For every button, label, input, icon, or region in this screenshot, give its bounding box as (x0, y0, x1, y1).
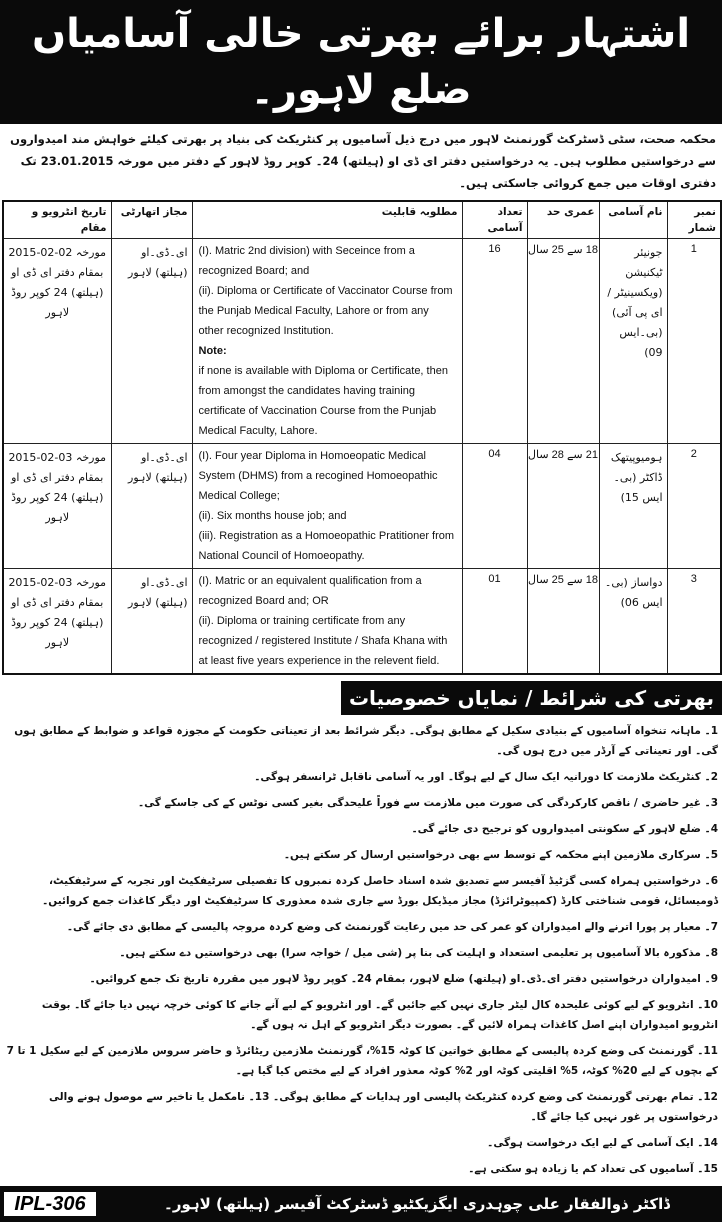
qualification-cell (192, 239, 462, 444)
condition-item: 15۔ آسامیوں کی تعداد کم یا زیادہ ہو سکتی ہے۔ (468, 1163, 718, 1175)
qualification-line: (I). Four year Diploma in Homoeopatic Medical System (DHMS) from a recogined Homoeopathic Medical College; (198, 450, 438, 502)
ad-code: IPL-306 (4, 1192, 96, 1216)
condition-item: 14۔ ایک آسامی کے لیے ایک درخواست ہوگی۔ (487, 1137, 718, 1149)
table-row (3, 569, 721, 675)
header-age: عمری حد (527, 201, 599, 239)
qualification-cell (192, 569, 462, 675)
qualification-cell (192, 444, 462, 569)
signatory: ڈاکٹر ذوالفقار علی چوہدری ایگزیکٹیو ڈسٹرکٹ آفیسر (ہیلتھ) لاہور۔ (164, 1195, 670, 1213)
count-cell: 04 (462, 444, 527, 569)
qualification-line: (I). Matric or an equivalent qualification from a recognized Board and; OR (198, 575, 422, 607)
condition-item: 6۔ درخواستیں ہمراہ کسی گزٹیڈ آفیسر سے تصدیق شدہ اسناد حاصل کردہ نمبروں کا تفصیلی سرٹیفکیٹ اور تجربہ کے سرٹیفکیٹ، ڈومیسائل، قومی شناختی کارڈ (کمپیوٹرائزڈ) مجاز میڈیکل بورڈ سے جاری شدہ معذوری کا سرٹیفکیٹ اور دیگر کاغذات جمع کروائیں۔ (42, 875, 718, 907)
table-header-row (3, 201, 721, 239)
serial-cell: 1 (667, 239, 721, 444)
condition-item: 7۔ معیار پر پورا اترنے والے امیدواران کو عمر کی حد میں رعایت گورنمنٹ کی وضع کردہ مروجہ پالیسی کے مطابق دی جائے گی۔ (66, 921, 718, 933)
interview-cell: مورخہ 02-02-2015 بمقام دفتر ای ڈی او (ہیلتھ) 24 کوپر روڈ لاہور (3, 239, 111, 444)
table-row (3, 444, 721, 569)
condition-item: 5۔ سرکاری ملازمین اپنے محکمہ کے توسط سے بھی درخواستیں ارسال کر سکتے ہیں۔ (283, 849, 718, 861)
qualification-line: (ii). Diploma or training certificate from any recognized / registered Institute / Shafa Khana with at least five years experience in the relevent field. (198, 615, 448, 667)
count-cell: 16 (462, 239, 527, 444)
condition-item: 2۔ کنٹریکٹ ملازمت کا دورانیہ ایک سال کے لیے ہوگا۔ اور یہ آسامی ناقابل ٹرانسفر ہوگی۔ (254, 771, 718, 783)
condition-item: 3۔ غیر حاضری / ناقص کارکردگی کی صورت میں ملازمت سے فوراً علیحدگی بغیر کسی نوٹس کے کی جاسکے گی۔ (138, 797, 718, 809)
footer-bar (0, 1186, 722, 1222)
authority-cell: ای۔ڈی۔او (ہیلتھ) لاہور (111, 569, 192, 675)
qualification-line: (ii). Six months house job; and (198, 510, 347, 522)
serial-cell: 3 (667, 569, 721, 675)
qualification-line: (iii). Registration as a Homoeopathic Pratitioner from National Council of Homoeopathy. (198, 530, 455, 562)
conditions-section (0, 681, 722, 1186)
age-cell: 21 سے 28 سال (527, 444, 599, 569)
header-authority: مجاز اتھارٹی (111, 201, 192, 239)
age-cell: 18 سے 25 سال (527, 569, 599, 675)
qualification-line: if none is available with Diploma or Certificate, then from amongst the candidates having training certificate of Vaccination Course from the Punjab Medical Faculty, Lahore. (198, 365, 448, 437)
condition-item: 12۔ تمام بھرتی گورنمنٹ کی وضع کردہ کنٹریکٹ پالیسی اور ہدایات کے مطابق ہوگی۔ 13۔ نامکمل یا تاخیر سے موصول ہونے والی درخواستوں پر غور نہیں کیا جائے گا۔ (49, 1091, 718, 1123)
interview-cell: مورخہ 03-02-2015 بمقام دفتر ای ڈی او (ہیلتھ) 24 کوپر روڈ لاہور (3, 444, 111, 569)
condition-item: 9۔ امیدواران درخواستیں دفتر ای۔ڈی۔او (ہیلتھ) ضلع لاہور، بمقام 24۔ کوپر روڈ لاہور میں مقررہ تاریخ تک جمع کروائیں۔ (89, 973, 718, 985)
header-qualification: مطلوبہ قابلیت (192, 201, 462, 239)
post-cell: جونیئر ٹیکنیشن (ویکسینیٹر / ای پی آئی) (بی۔ایس 09) (599, 239, 667, 444)
condition-item: 4۔ ضلع لاہور کے سکونتی امیدواروں کو ترجیح دی جائے گی۔ (411, 823, 718, 835)
condition-item: 10۔ انٹرویو کے لیے کوئی علیحدہ کال لیٹر جاری نہیں کیے جائیں گے۔ اور انٹرویو کے لیے آنے جانے کا کوئی خرچہ نہیں دیا جائے گا۔ بوقت انٹرویو امیدواران اپنے اصل کاغذات ہمراہ لائیں گے۔ بصورت دیگر انٹرویو کے اہل نہ ہوں گے۔ (41, 999, 718, 1031)
condition-item: 1۔ ماہانہ تنخواہ آسامیوں کے بنیادی سکیل کے مطابق ہوگی۔ دیگر شرائط بعد از تعیناتی حکومت کے مجوزہ قواعد و ضوابط کے مطابق ہوں گی۔ اور تعیناتی کے آرڈر میں درج ہوں گی۔ (14, 725, 718, 757)
authority-cell: ای۔ڈی۔او (ہیلتھ) لاہور (111, 444, 192, 569)
interview-cell: مورخہ 03-02-2015 بمقام دفتر ای ڈی او (ہیلتھ) 24 کوپر روڈ لاہور (3, 569, 111, 675)
vacancy-table (2, 200, 722, 675)
condition-item: 8۔ مذکورہ بالا آسامیوں پر تعلیمی استعداد و اہلیت کی بنا پر (شی میل / خواجہ سرا) بھی درخواستیں دے سکتے ہیں۔ (119, 947, 718, 959)
table-row (3, 239, 721, 444)
header-interview: تاریخ انٹرویو و مقام (3, 201, 111, 239)
conditions-heading: بھرتی کی شرائط / نمایاں خصوصیات (341, 681, 722, 715)
post-cell: ہومیوپیتھک ڈاکٹر (بی۔ایس 15) (599, 444, 667, 569)
conditions-list (4, 718, 718, 1182)
header-count: تعداد آسامی (462, 201, 527, 239)
qualification-line: (I). Matric 2nd division) with Seceince from a recognized Board; and (198, 245, 415, 277)
age-cell: 18 سے 25 سال (527, 239, 599, 444)
qualification-line: (ii). Diploma or Certificate of Vaccinator Course from the Punjab Medical Faculty, Lahore or from any other recognized Institution. (198, 285, 453, 337)
intro-paragraph: محکمہ صحت، سٹی ڈسٹرکٹ گورنمنٹ لاہور میں درج ذیل آسامیوں پر کنٹریکٹ کی بنیاد پر بھرتی کیلئے خواہش مند امیدواروں سے درخواستیں مطلوب ہیں۔ یہ درخواستیں دفتر ای ڈی او (ہیلتھ) 24۔ کوپر روڈ لاہور کے دفتر میں مورخہ 23.01.2015 تک دفتری اوقات میں جمع کروائی جاسکتی ہیں۔ (10, 132, 716, 190)
condition-item: 11۔ گورنمنٹ کی وضع کردہ پالیسی کے مطابق خواتین کا کوٹہ 15%، گورنمنٹ ملازمین ریٹائرڈ و حاضر سروس ملازمین کے لیے سکیل 1 تا 7 کے بچوں کے لیے 20% کوٹہ، 5% اقلیتی کوٹہ اور 2% کوٹہ معذور افراد کے لیے مختص کیا گیا ہے۔ (6, 1045, 718, 1077)
header-serial: نمبر شمار (667, 201, 721, 239)
serial-cell: 2 (667, 444, 721, 569)
note-label: Note: (198, 345, 227, 357)
authority-cell: ای۔ڈی۔او (ہیلتھ) لاہور (111, 239, 192, 444)
header-post: نام آسامی (599, 201, 667, 239)
post-cell: دواساز (بی۔ایس 06) (599, 569, 667, 675)
count-cell: 01 (462, 569, 527, 675)
ad-title: اشتہار برائے بھرتی خالی آسامیاں ضلع لاہور۔ (0, 0, 722, 124)
